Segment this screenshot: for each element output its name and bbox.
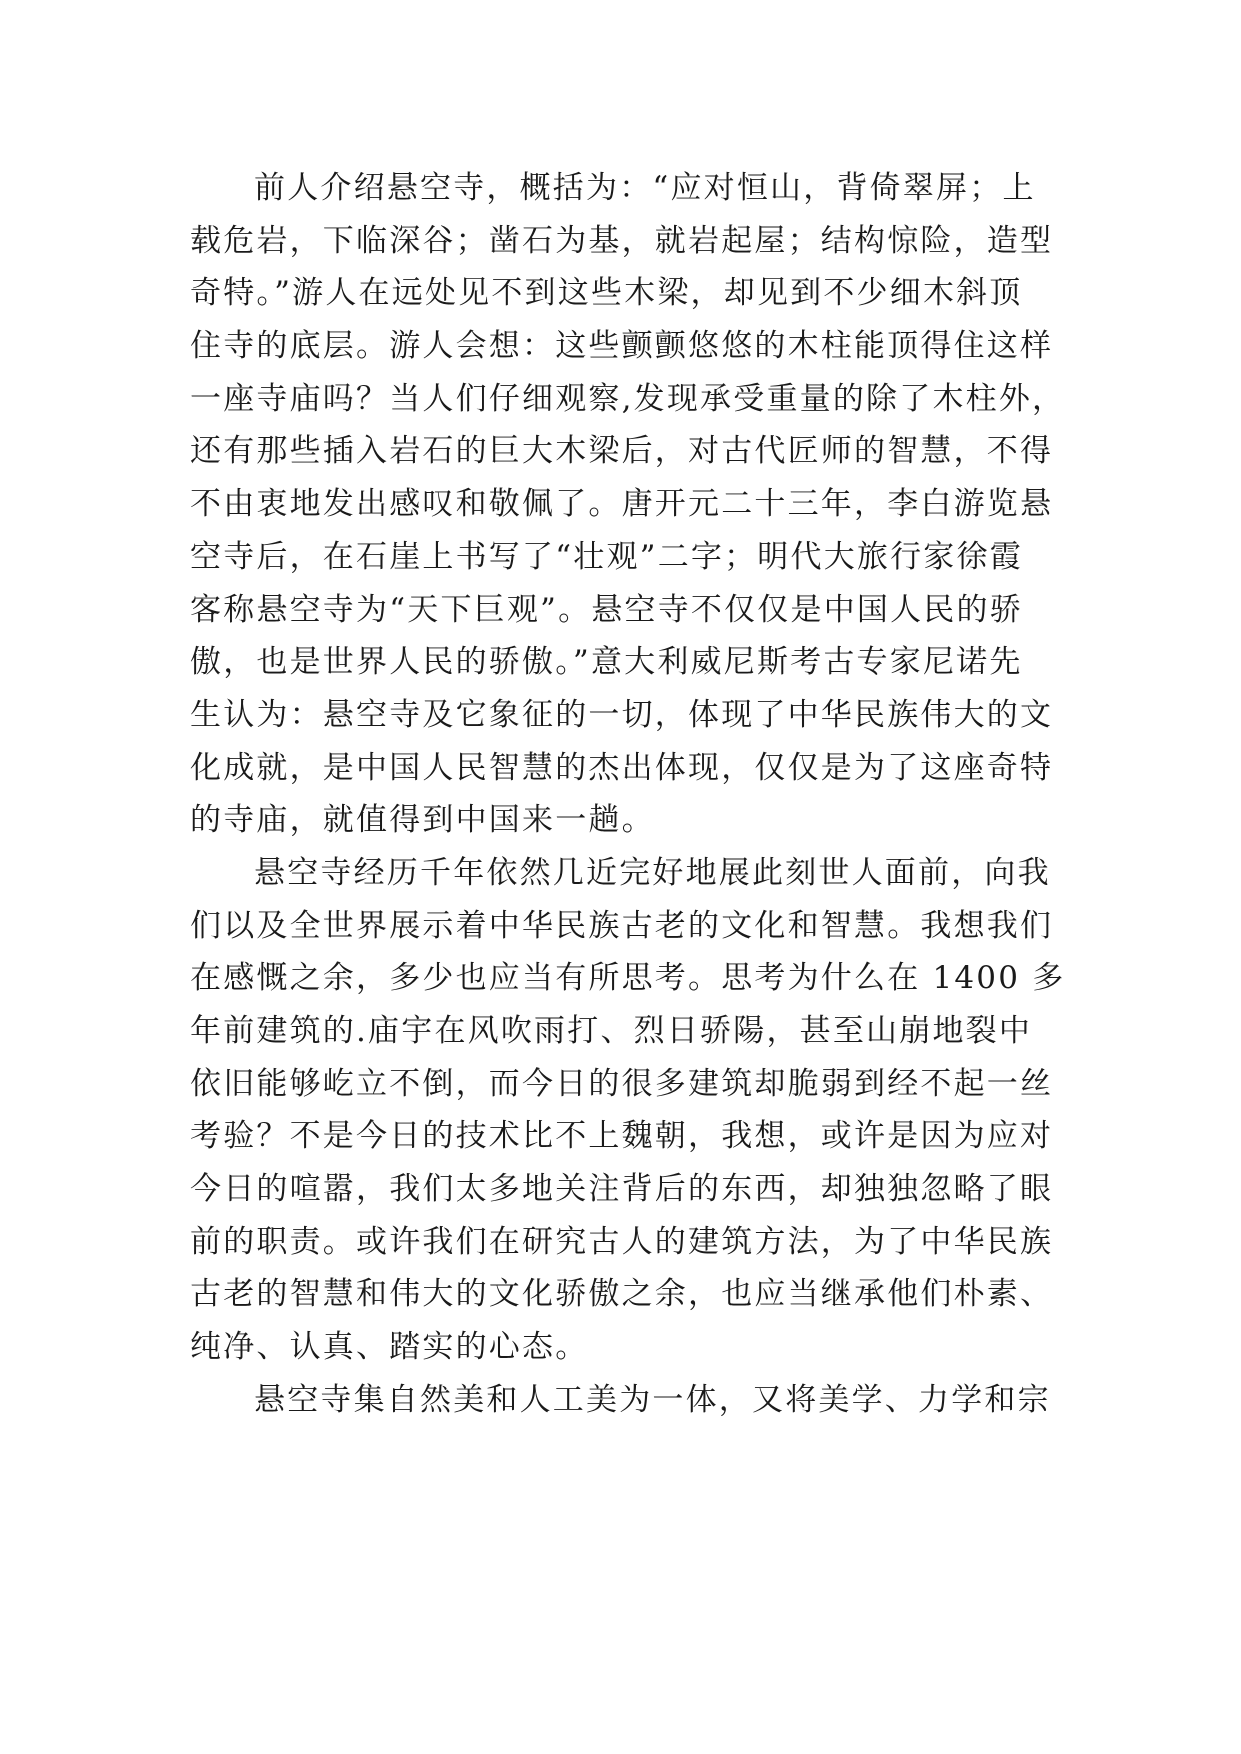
paragraph-line: 傲，也是世界人民的骄傲。”意大利威尼斯考古专家尼诺先 xyxy=(190,644,1023,681)
paragraph-line: 前的职责。或许我们在研究古人的建筑方法，为了中华民族 xyxy=(190,1223,1054,1260)
paragraph-line: 们以及全世界展示着中华民族古老的文化和智慧。我想我们 xyxy=(190,907,1054,944)
paragraph-line: 生认为：悬空寺及它象征的一切，体现了中华民族伟大的文 xyxy=(190,696,1054,733)
paragraph-line: 不由衷地发出感叹和敬佩了。唐开元二十三年，李白游览悬 xyxy=(190,486,1054,523)
body-text xyxy=(190,162,1070,1427)
paragraph-line: 还有那些插入岩石的巨大木梁后，对古代匠师的智慧，不得 xyxy=(190,433,1054,470)
paragraph-line: 年前建筑的.庙宇在风吹雨打、烈日骄陽，甚至山崩地裂中 xyxy=(190,1013,1033,1049)
paragraph-line: 的寺庙，就值得到中国来一趟。 xyxy=(190,802,655,839)
paragraph-line: 在感慨之余，多少也应当有所思考。思考为什么在 1400 多 xyxy=(190,960,1066,997)
paragraph-line: 古老的智慧和伟大的文化骄傲之余，也应当继承他们朴素、 xyxy=(190,1276,1054,1313)
paragraph-line: 载危岩，下临深谷；凿石为基，就岩起屋；结构惊险，造型 xyxy=(190,222,1054,259)
paragraph-line: 依旧能够屹立不倒，而今日的很多建筑却脆弱到经不起一丝 xyxy=(190,1065,1054,1102)
paragraph-line: 考验？不是今日的技术比不上魏朝，我想，或许是因为应对 xyxy=(190,1118,1054,1155)
paragraph-line: 一座寺庙吗？当人们仔细观察,发现承受重量的除了木柱外， xyxy=(190,380,1066,417)
paragraph-line: 住寺的底层。游人会想：这些颤颤悠悠的木柱能顶得住这样 xyxy=(190,328,1054,365)
paragraph-line: 悬空寺集自然美和人工美为一体，又将美学、力学和宗 xyxy=(254,1381,1051,1418)
paragraph-line: 今日的喧嚣，我们太多地关注背后的东西，却独独忽略了眼 xyxy=(190,1171,1054,1208)
paragraph-line: 前人介绍悬空寺，概括为：“应对恒山，背倚翠屏；上 xyxy=(254,170,1036,206)
paragraph-line: 悬空寺经历千年依然几近完好地展此刻世人面前，向我 xyxy=(254,854,1051,891)
paragraph-line: 化成就，是中国人民智慧的杰出体现，仅仅是为了这座奇特 xyxy=(190,749,1054,786)
paragraph-line: 纯净、认真、踏实的心态。 xyxy=(190,1329,589,1366)
paragraph-line: 空寺后，在石崖上书写了“壮观”二字；明代大旅行家徐霞 xyxy=(190,538,1023,575)
paragraph-line: 奇特。”游人在远处见不到这些木梁，却见到不少细木斜顶 xyxy=(190,275,1023,312)
paragraph-line: 客称悬空寺为“天下巨观”。悬空寺不仅仅是中国人民的骄 xyxy=(190,591,1023,628)
